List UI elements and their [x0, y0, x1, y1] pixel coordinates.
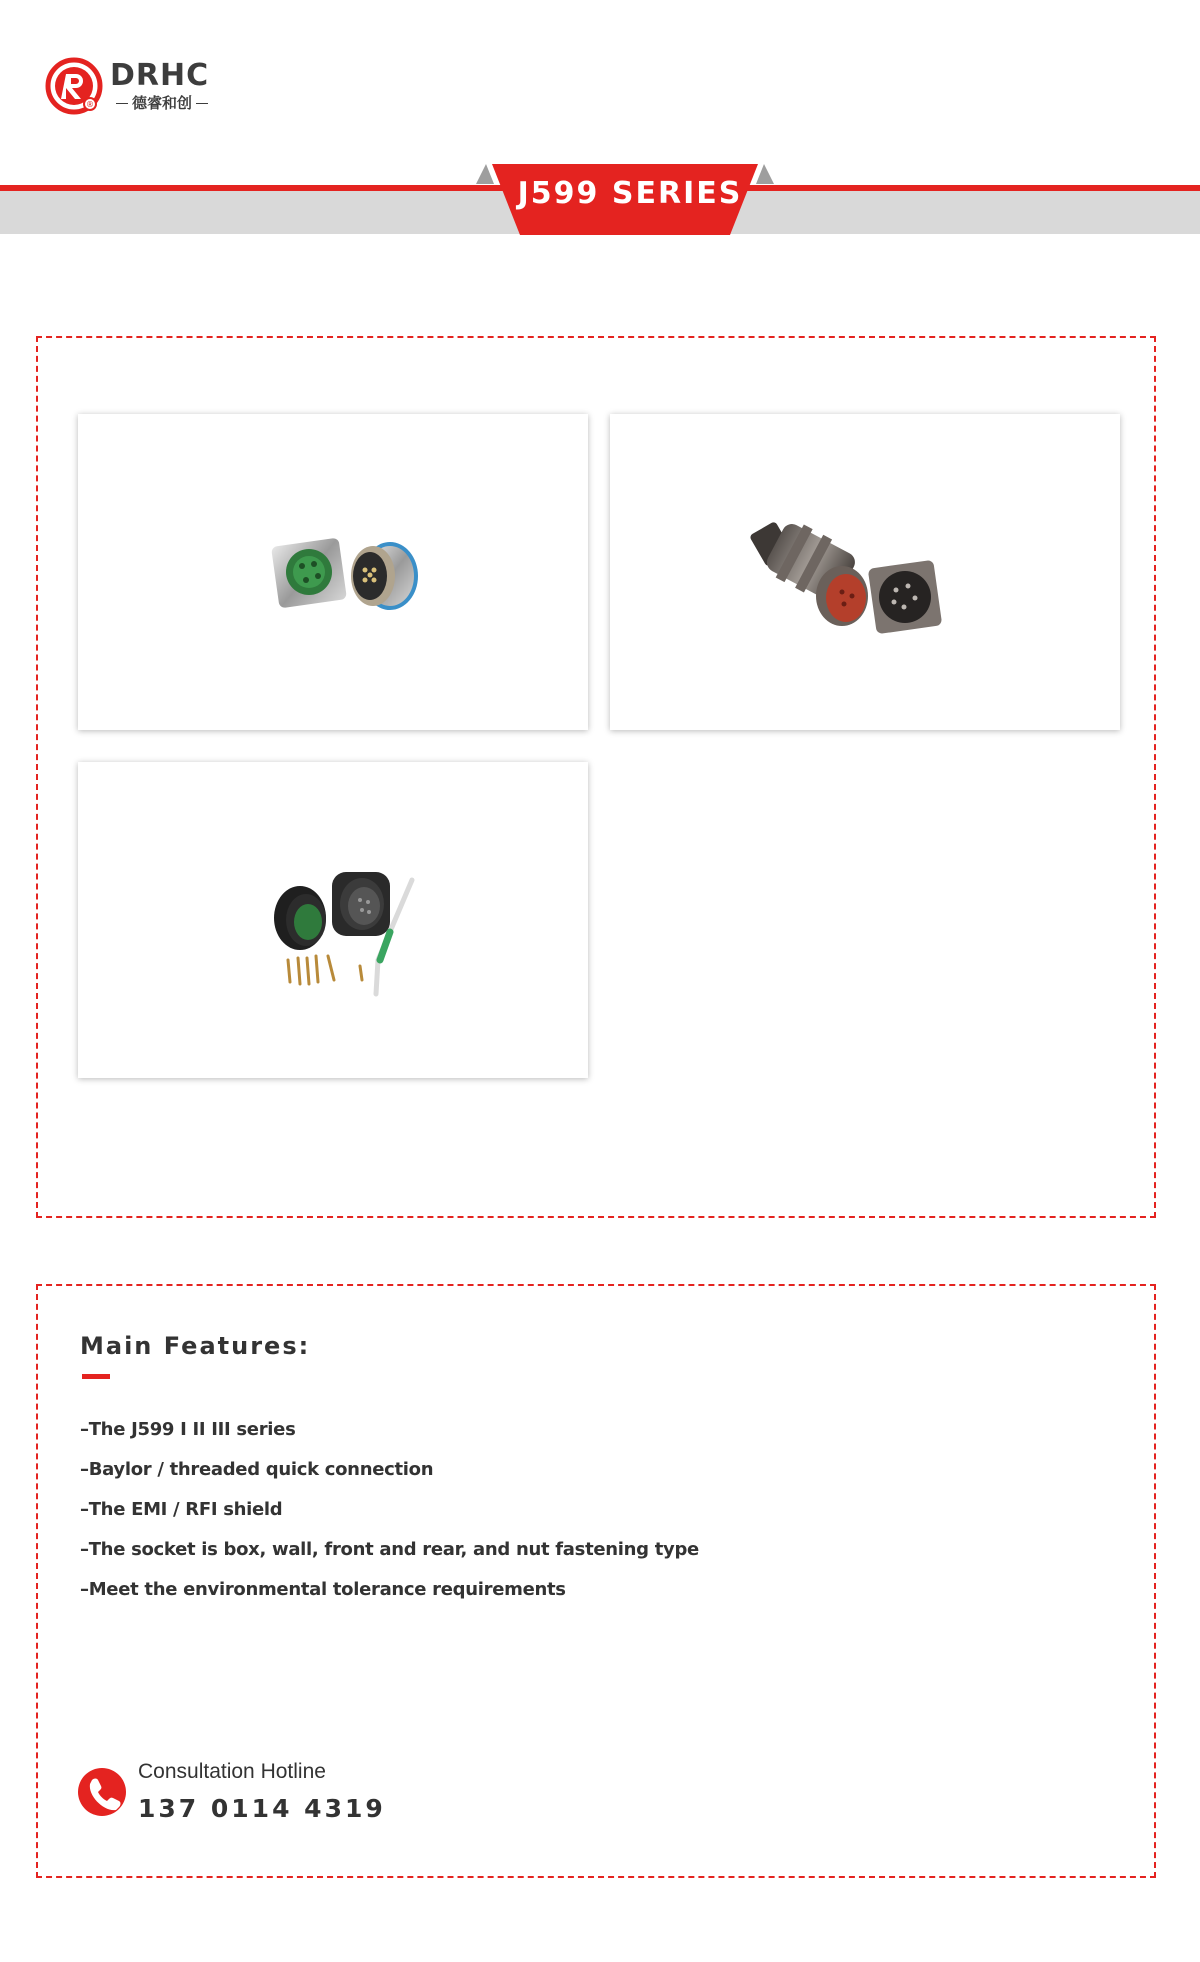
feature-item: –Meet the environmental tolerance requirements [80, 1579, 566, 1600]
black-connector-kit-with-contacts-and-tool-icon [78, 762, 588, 1078]
feature-item: –Baylor / threaded quick connection [80, 1459, 434, 1480]
brand-subtitle [112, 94, 212, 112]
feature-item: –The EMI / RFI shield [80, 1499, 283, 1520]
square-flange-receptacle-with-plug-icon [78, 414, 588, 730]
hotline-number[interactable]: 137 0114 4319 [138, 1794, 386, 1823]
product-image-card-3[interactable] [78, 762, 588, 1078]
svg-text:®: ® [86, 100, 94, 109]
features-section [36, 1284, 1156, 1878]
brand-subtitle-text: 德睿和创 [132, 94, 193, 112]
drhc-logo-icon [44, 56, 104, 116]
features-heading-underline [82, 1374, 110, 1379]
features-list [80, 1410, 699, 1610]
cable-plug-with-wall-receptacle-icon [610, 414, 1120, 730]
features-heading: Main Features: [80, 1332, 311, 1360]
phone-icon [76, 1766, 128, 1818]
feature-item: –The J599 I II III series [80, 1419, 296, 1440]
feature-item: –The socket is box, wall, front and rear, and nut fastening type [80, 1539, 699, 1560]
brand-logo[interactable] [44, 54, 244, 120]
subtitle-dash-right [196, 103, 208, 105]
product-gallery [36, 336, 1156, 1218]
series-banner [0, 160, 1200, 235]
hotline-label: Consultation Hotline [138, 1760, 326, 1783]
product-image-card-1[interactable] [78, 414, 588, 730]
product-image-card-2[interactable] [610, 414, 1120, 730]
banner-title: J599 SERIES [517, 176, 743, 211]
brand-name: DRHC [110, 58, 210, 93]
subtitle-dash-left [116, 103, 128, 105]
